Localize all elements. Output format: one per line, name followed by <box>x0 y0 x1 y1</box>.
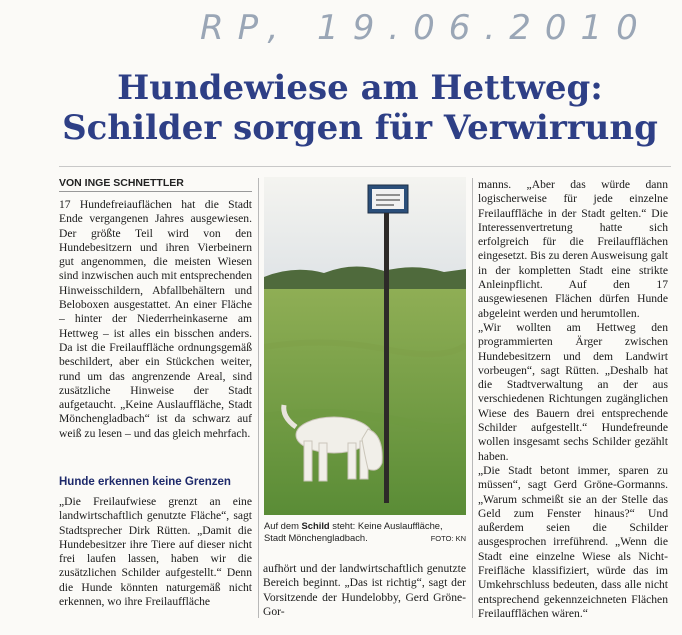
photo-credit: FOTO: KN <box>430 534 466 543</box>
subheading: Hunde erkennen keine Grenzen <box>59 476 231 488</box>
caption-prefix: Auf dem <box>264 520 299 531</box>
headline-line-1: Hundewiese am Hettweg: <box>117 68 603 108</box>
byline-underline <box>59 191 252 192</box>
caption-text: steht: Keine Auslauffläche, Stadt Mönchengladbach. <box>264 520 443 543</box>
column-rule <box>258 178 259 618</box>
paragraph: „Die Freilaufwiese grenzt an eine landwirtschaftlich genutzte Fläche“, sagt Stadtsprecher Dirk Rütten. „Damit die Hundebesitzer ihre Tiere auf dieser nicht frei laufen lassen, haben wir die zusätzlichen Schilder aufgestellt.“ Denn die Hunde könnten naturgemäß nicht erkennen, wo ihre Freilauffläche <box>59 495 252 609</box>
dog-and-sign-photo <box>264 177 466 515</box>
headline-line-2: Schilder sorgen für Verwirrung <box>62 108 658 148</box>
photo-caption <box>264 520 466 545</box>
byline: VON INGE SCHNETTLER <box>59 177 184 189</box>
paragraph: 17 Hundefreiauflächen hat die Stadt Ende vergangenen Jahres ausgewiesen. Der größte Teil wird von den Hundebesitzern und ihren Vierbeinern gut angenommen, die meisten Wiesen sind inzwischen auch mit entsprechenden Hinweisschildern, Abfallbehältern und Beloboxen ausgestattet. An einer Fläche – hinter der Niederrheinkaserne am Hettweg – ist alles ein bisschen anders. Da ist die Freilauffläche ordnungsgemäß beschildert, aber ein Stückchen weiter, rund um das angrenzende Areal, sind zusätzliche Hinweise der Stadt aufgetaucht. „Keine Auslauffläche, Stadt Mönchengladbach“ ist da schwarz auf weiß zu lesen – und das gleich mehrfach. <box>59 198 252 440</box>
article-column-1-continued <box>59 495 252 609</box>
article-photo <box>264 177 466 515</box>
article-column-2 <box>263 562 466 619</box>
article-column-3 <box>478 178 668 621</box>
column-rule <box>472 178 473 618</box>
paragraph: aufhört und der landwirtschaftlich genutzte Bereich beginnt. „Das ist richtig“, sagt der Vorsitzende der Hundelobby, Gerd Gröne-Gor- <box>263 562 466 618</box>
article-column-1 <box>59 198 252 441</box>
paragraph: „Wir wollten am Hettweg den programmierten Ärger zwischen Hundebesitzern und dem Landwirt vorbeugen“, sagt Rütten. „Deshalb hat die Stadtverwaltung an der aus verschiedenen Richtungen zugänglichen Wiese des Bauern drei entsprechende Schilder aufgestellt.“ Hundefreunde wollen insgesamt sechs Schilder gezählt haben. <box>478 320 668 463</box>
paragraph: „Die Stadt betont immer, sparen zu müssen“, sagt Gerd Gröne-Gormanns. „Warum schmeißt sie an der Stelle das Geld zum Fenster hinaus?“ Und außerdem seien die Schilder ausgesprochen irreführend. „Wenn die Stadt eine einzelne Wiese als Nicht-Freifläche klassifiziert, würde das im Umkehrschluss bedeuten, dass alle nicht entsprechend gekennzeichneten Flächen Freilaufflächen wären.“ <box>478 463 668 620</box>
paragraph: manns. „Aber das würde dann logischerweise für jede einzelne Freilauffläche in der Stadt gelten.“ Die Interessenvertretung hatte sich erfolgreich für die Freilaufflächen eingesetzt. Bis zu deren Ausweisung galt in der kompletten Stadt eine strikte Anleinpflicht. Auf den 17 ausgewiesenen Flächen dürfen Hunde abgeleint werden und herumtollen. <box>478 178 668 320</box>
headline <box>60 68 660 148</box>
handwritten-date-note: RP, 19.06.2010 <box>200 8 652 48</box>
divider <box>59 166 671 167</box>
caption-bold-word: Schild <box>301 520 330 531</box>
